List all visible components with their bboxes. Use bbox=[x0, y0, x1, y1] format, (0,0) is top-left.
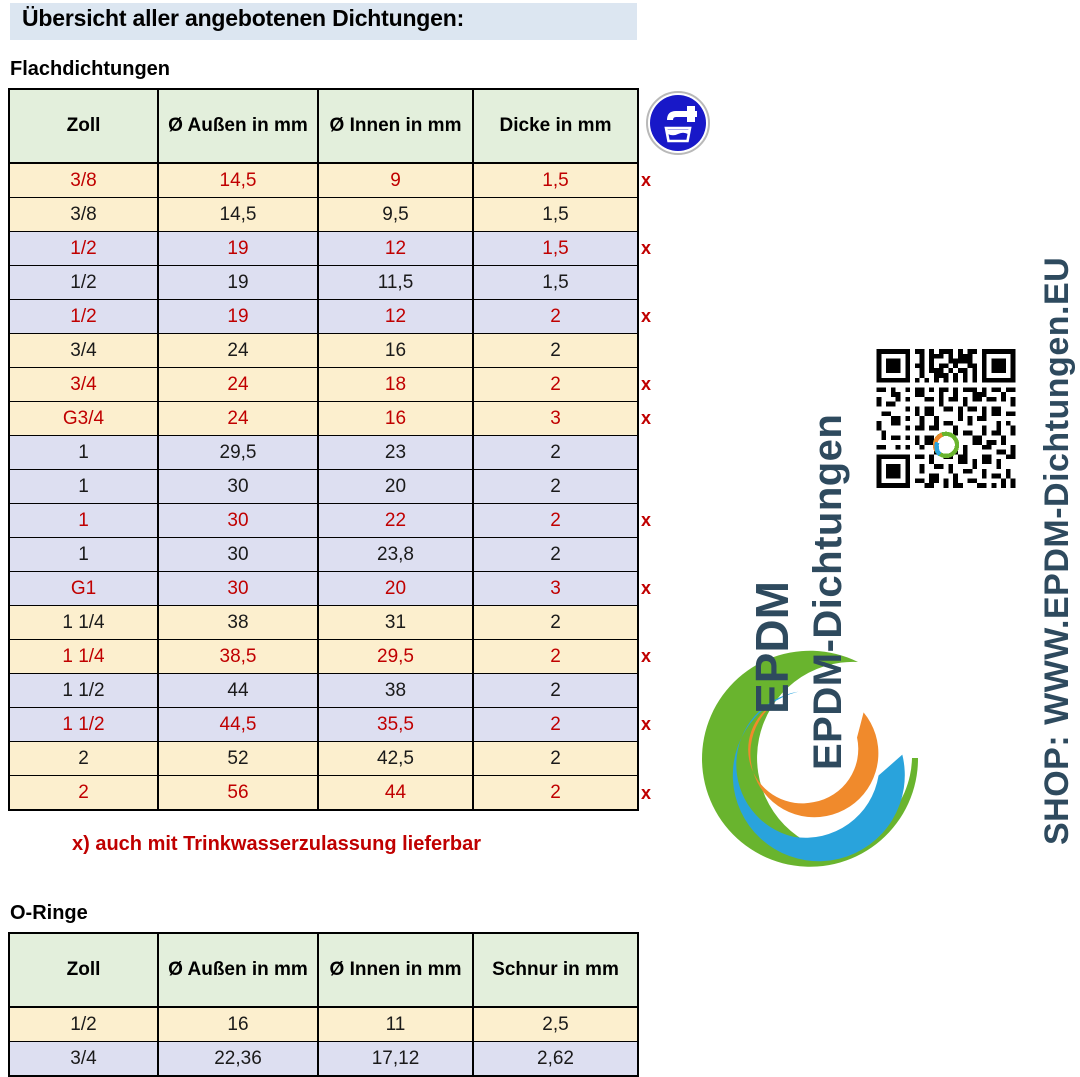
cell-dicke: 2 bbox=[473, 742, 638, 776]
section-heading-flat-gaskets: Flachdichtungen bbox=[10, 58, 170, 80]
cell-dicke: 2,5 bbox=[473, 1007, 638, 1042]
table-row bbox=[9, 1007, 638, 1042]
table-row bbox=[9, 1042, 638, 1077]
cell-innen: 35,5 bbox=[318, 708, 473, 742]
table-row bbox=[9, 163, 638, 198]
cell-zoll: 2 bbox=[9, 776, 158, 811]
potable-water-marker: x bbox=[641, 374, 652, 394]
cell-dicke: 2 bbox=[473, 776, 638, 811]
cell-aussen: 52 bbox=[158, 742, 318, 776]
cell-aussen: 30 bbox=[158, 504, 318, 538]
cell-zoll: 1 1/4 bbox=[9, 606, 158, 640]
cell-dicke: 2 bbox=[473, 606, 638, 640]
vertical-shop-url-text: SHOP: WWW.EPDM-Dichtungen.EU bbox=[1038, 256, 1076, 845]
cell-zoll: G3/4 bbox=[9, 402, 158, 436]
table-row bbox=[9, 572, 638, 606]
cell-dicke: 1,5 bbox=[473, 198, 638, 232]
cell-aussen: 38 bbox=[158, 606, 318, 640]
cell-zoll: G1 bbox=[9, 572, 158, 606]
cell-zoll: 1/2 bbox=[9, 266, 158, 300]
cell-dicke: 2 bbox=[473, 300, 638, 334]
cell-innen: 23,8 bbox=[318, 538, 473, 572]
cell-innen: 12 bbox=[318, 232, 473, 266]
cell-innen: 16 bbox=[318, 334, 473, 368]
potable-water-marker: x bbox=[641, 646, 652, 666]
cell-dicke: 2 bbox=[473, 708, 638, 742]
vertical-brand-text: EPDM-Dichtungen bbox=[806, 413, 850, 770]
cell-zoll: 1/2 bbox=[9, 232, 158, 266]
table-row bbox=[9, 538, 638, 572]
table-row bbox=[9, 606, 638, 640]
potable-water-marker: x bbox=[641, 782, 652, 803]
cell-innen: 23 bbox=[318, 436, 473, 470]
cell-zoll: 1/2 bbox=[9, 1007, 158, 1042]
table-row bbox=[9, 266, 638, 300]
cell-aussen: 30 bbox=[158, 470, 318, 504]
cell-dicke: 2 bbox=[473, 334, 638, 368]
potable-water-footnote: x) auch mit Trinkwasserzulassung lieferbar bbox=[72, 833, 482, 855]
table-row bbox=[9, 300, 638, 334]
cell-dicke: 2 bbox=[473, 470, 638, 504]
table-row bbox=[9, 232, 638, 266]
cell-aussen: 16 bbox=[158, 1007, 318, 1042]
cell-aussen: 19 bbox=[158, 300, 318, 334]
cell-zoll: 1 1/2 bbox=[9, 674, 158, 708]
table-row bbox=[9, 776, 638, 811]
column-header-innen: Ø Innen in mm bbox=[318, 933, 473, 1007]
cell-zoll: 1 1/2 bbox=[9, 708, 158, 742]
column-header-zoll: Zoll bbox=[9, 933, 158, 1007]
column-header-aussen: Ø Außen in mm bbox=[158, 89, 318, 163]
qr-code bbox=[869, 349, 1023, 488]
page-title: Übersicht aller angebotenen Dichtungen: bbox=[22, 5, 465, 31]
cell-dicke: 2 bbox=[473, 368, 638, 402]
cell-innen: 22 bbox=[318, 504, 473, 538]
cell-innen: 20 bbox=[318, 572, 473, 606]
cell-innen: 9,5 bbox=[318, 198, 473, 232]
cell-innen: 18 bbox=[318, 368, 473, 402]
cell-aussen: 19 bbox=[158, 266, 318, 300]
cell-innen: 31 bbox=[318, 606, 473, 640]
table-row bbox=[9, 198, 638, 232]
cell-aussen: 38,5 bbox=[158, 640, 318, 674]
table-row bbox=[9, 402, 638, 436]
drinking-water-icon bbox=[645, 90, 711, 156]
cell-innen: 42,5 bbox=[318, 742, 473, 776]
potable-water-marker: x bbox=[641, 578, 652, 598]
cell-innen: 38 bbox=[318, 674, 473, 708]
cell-zoll: 1 1/4 bbox=[9, 640, 158, 674]
cell-zoll: 1 bbox=[9, 436, 158, 470]
cell-zoll: 2 bbox=[9, 742, 158, 776]
cell-innen: 20 bbox=[318, 470, 473, 504]
table-header-row bbox=[9, 89, 638, 163]
cell-aussen: 30 bbox=[158, 538, 318, 572]
potable-water-marker: x bbox=[641, 408, 652, 428]
cell-zoll: 3/8 bbox=[9, 163, 158, 198]
cell-innen: 17,12 bbox=[318, 1042, 473, 1077]
cell-dicke: 2,62 bbox=[473, 1042, 638, 1077]
cell-aussen: 44 bbox=[158, 674, 318, 708]
cell-dicke: 2 bbox=[473, 538, 638, 572]
column-header-zoll: Zoll bbox=[9, 89, 158, 163]
cell-aussen: 19 bbox=[158, 232, 318, 266]
brand-logo-text: EPDM bbox=[746, 581, 798, 714]
section-heading-o-rings: O-Ringe bbox=[10, 902, 88, 924]
table-row bbox=[9, 742, 638, 776]
cell-innen: 29,5 bbox=[318, 640, 473, 674]
cell-aussen: 24 bbox=[158, 334, 318, 368]
potable-water-marker: x bbox=[641, 238, 652, 258]
cell-aussen: 14,5 bbox=[158, 163, 318, 198]
cell-aussen: 24 bbox=[158, 368, 318, 402]
table-row bbox=[9, 504, 638, 538]
column-header-aussen: Ø Außen in mm bbox=[158, 933, 318, 1007]
cell-dicke: 1,5 bbox=[473, 232, 638, 266]
table-row bbox=[9, 674, 638, 708]
table-row bbox=[9, 436, 638, 470]
table-row bbox=[9, 470, 638, 504]
column-header-dicke: Dicke in mm bbox=[473, 89, 638, 163]
cell-dicke: 1,5 bbox=[473, 266, 638, 300]
cell-zoll: 3/8 bbox=[9, 198, 158, 232]
cell-innen: 44 bbox=[318, 776, 473, 811]
cell-zoll: 3/4 bbox=[9, 334, 158, 368]
table-row bbox=[9, 368, 638, 402]
table-row bbox=[9, 640, 638, 674]
potable-water-marker: x bbox=[641, 169, 652, 190]
cell-aussen: 22,36 bbox=[158, 1042, 318, 1077]
cell-zoll: 1/2 bbox=[9, 300, 158, 334]
table-header-row bbox=[9, 933, 638, 1007]
cell-dicke: 3 bbox=[473, 572, 638, 606]
table-row bbox=[9, 334, 638, 368]
cell-zoll: 1 bbox=[9, 470, 158, 504]
cell-aussen: 30 bbox=[158, 572, 318, 606]
cell-zoll: 1 bbox=[9, 504, 158, 538]
cell-innen: 12 bbox=[318, 300, 473, 334]
cell-zoll: 3/4 bbox=[9, 1042, 158, 1077]
cell-zoll: 3/4 bbox=[9, 368, 158, 402]
cell-dicke: 2 bbox=[473, 640, 638, 674]
cell-aussen: 44,5 bbox=[158, 708, 318, 742]
cell-aussen: 24 bbox=[158, 402, 318, 436]
cell-aussen: 14,5 bbox=[158, 198, 318, 232]
column-header-schnur: Schnur in mm bbox=[473, 933, 638, 1007]
potable-water-marker: x bbox=[641, 510, 652, 530]
cell-dicke: 2 bbox=[473, 504, 638, 538]
cell-innen: 16 bbox=[318, 402, 473, 436]
flat-gaskets-table bbox=[8, 88, 639, 811]
table-row bbox=[9, 708, 638, 742]
cell-dicke: 2 bbox=[473, 674, 638, 708]
cell-dicke: 1,5 bbox=[473, 163, 638, 198]
cell-dicke: 3 bbox=[473, 402, 638, 436]
cell-aussen: 29,5 bbox=[158, 436, 318, 470]
o-rings-table bbox=[8, 932, 639, 1077]
cell-innen: 9 bbox=[318, 163, 473, 198]
potable-water-marker: x bbox=[641, 306, 652, 326]
cell-innen: 11,5 bbox=[318, 266, 473, 300]
cell-zoll: 1 bbox=[9, 538, 158, 572]
potable-water-marker: x bbox=[641, 714, 652, 734]
cell-innen: 11 bbox=[318, 1007, 473, 1042]
column-header-innen: Ø Innen in mm bbox=[318, 89, 473, 163]
cell-aussen: 56 bbox=[158, 776, 318, 811]
cell-dicke: 2 bbox=[473, 436, 638, 470]
